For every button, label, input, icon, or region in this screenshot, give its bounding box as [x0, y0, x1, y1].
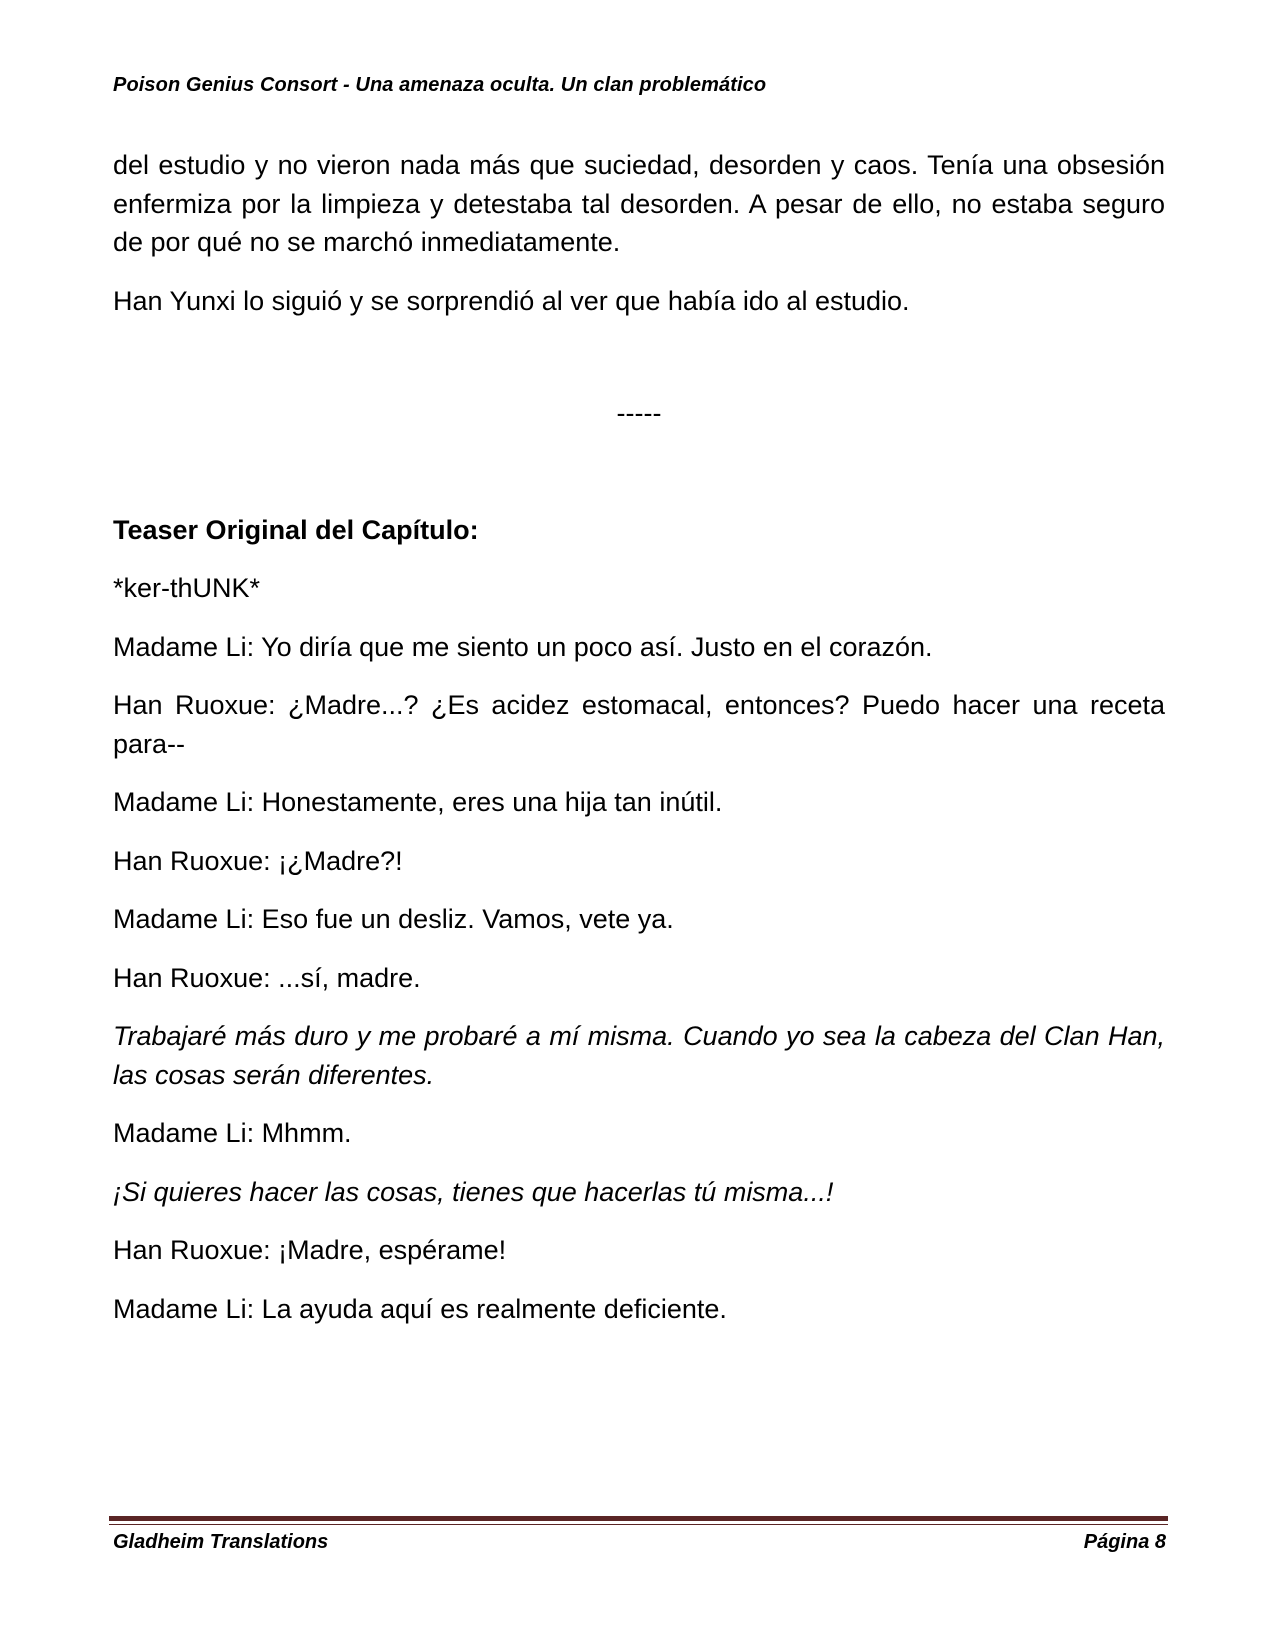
dialogue-line: *ker-thUNK*	[113, 573, 261, 603]
footer-page-number: Página 8	[1083, 1531, 1166, 1553]
page-header-title: Poison Genius Consort - Una amenaza oculta. Un clan problemático	[113, 74, 767, 96]
paragraph: Han Yunxi lo siguió y se sorprendió al ver que había ido al estudio.	[113, 285, 910, 316]
inner-thought-line: ¡Si quieres hacer las cosas, tienes que hacerlas tú misma...!	[113, 1176, 834, 1207]
dialogue-line: Madame Li: La ayuda aquí es realmente deficiente.	[113, 1293, 727, 1324]
page-body	[113, 146, 1165, 1348]
footer-rule	[109, 1516, 1168, 1521]
dialogue-line: Han Ruoxue: ...sí, madre.	[113, 962, 421, 993]
paragraph: del estudio y no vieron nada más que suciedad, desorden y caos. Tenía una obsesión enfermiza por la limpieza y detestaba tal desorden. A pesar de ello, no estaba seguro de por qué no se marchó inmediatamente.	[113, 150, 1165, 257]
dialogue-line: Madame Li: Honestamente, eres una hija tan inútil.	[113, 787, 723, 817]
section-separator: -----	[616, 398, 662, 428]
dialogue-line: Han Ruoxue: ¡¿Madre?!	[113, 845, 403, 876]
footer-rule-thin	[109, 1524, 1168, 1525]
dialogue-line: Han Ruoxue: ¡Madre, espérame!	[113, 1235, 507, 1265]
inner-thought-line: Trabajaré más duro y me probaré a mí misma. Cuando yo sea la cabeza del Clan Han, las cosas serán diferentes.	[113, 1021, 1165, 1090]
dialogue-line: Madame Li: Eso fue un desliz. Vamos, vete ya.	[113, 904, 674, 934]
footer-publisher: Gladheim Translations	[113, 1531, 329, 1553]
dialogue-line: Han Ruoxue: ¿Madre...? ¿Es acidez estomacal, entonces? Puedo hacer una receta para--	[113, 690, 1165, 759]
dialogue-line: Madame Li: Mhmm.	[113, 1118, 352, 1148]
section-heading: Teaser Original del Capítulo:	[113, 514, 479, 545]
dialogue-line: Madame Li: Yo diría que me siento un poco así. Justo en el corazón.	[113, 631, 933, 662]
